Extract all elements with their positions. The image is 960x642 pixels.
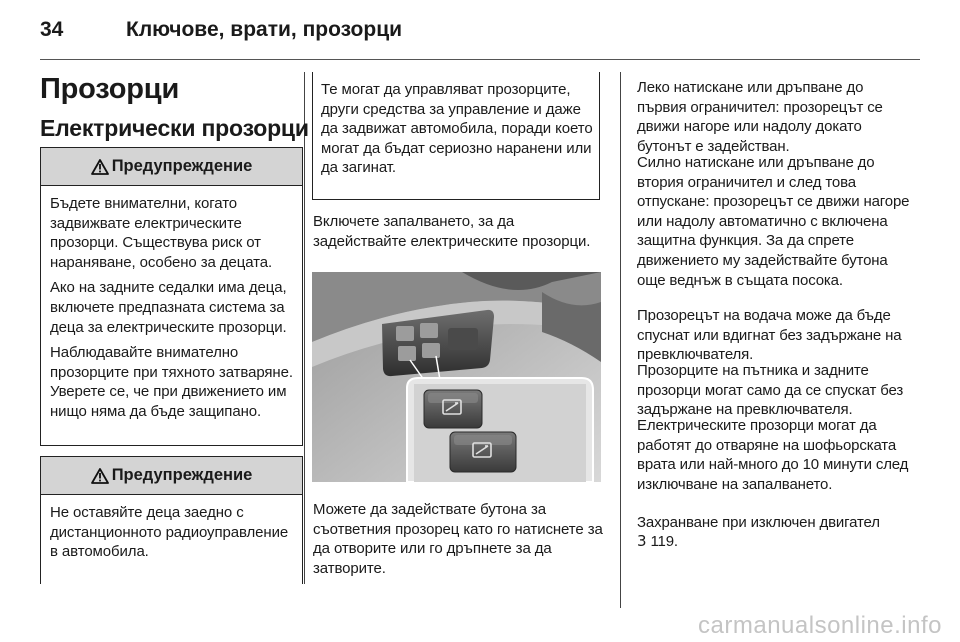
- column-divider-1: [304, 72, 305, 584]
- col3-paragraph: Прозорецът на водача може да бъде спуснат или вдигнат без задържане на превключвателя.: [637, 307, 902, 364]
- page-reference[interactable]: [637, 532, 915, 552]
- warning-paragraph: Бъдете внимателни, когато задвижвате електрическите прозорци. Съществува риск от нараняване, особено за децата.: [50, 195, 273, 271]
- page-reference-icon: 3: [637, 532, 647, 550]
- instruction-paragraph: Включете запалването, за да задействайте електрическите прозорци.: [313, 213, 591, 250]
- col3-paragraph: Електрическите прозорци могат да работят до отваряне на шофьорската врата или най-много до 10 минути след изключване на запалването.: [637, 417, 909, 493]
- warning-paragraph: Наблюдавайте внимателно прозорците при тяхното затваряне. Уверете се, че при движението им нищо няма да бъде защипано.: [50, 344, 293, 420]
- window-switch-photo: [312, 272, 601, 482]
- page-header: [40, 18, 920, 58]
- warning-continuation-text: Те могат да управляват прозорците, други средства за управление и даже да задвижат автомобила, поради което могат да бъдат сериозно наранени или да загинат.: [321, 81, 593, 177]
- warning-body: [41, 186, 302, 422]
- page-number: 34: [40, 18, 64, 41]
- warning-triangle-icon: [91, 468, 109, 484]
- column-divider-2: [620, 72, 621, 608]
- col3-paragraph: Силно натискане или дръпване до втория ограничител и след това отпускане: прозорецът се движи нагоре или надолу автоматично с включена защитна функция. За да спрете движението му задействайте бутона още веднъж в същата посока.: [637, 154, 910, 289]
- col3-paragraph: Леко натискане или дръпване до първия ограничител: прозорецът се движи нагоре или надолу докато бутонът е задействан.: [637, 79, 883, 155]
- page-reference-number: 119.: [650, 533, 678, 550]
- warning-header: [41, 148, 302, 186]
- warning-body: [41, 495, 302, 562]
- warning-paragraph: Не оставяйте деца заедно с дистанционното радиоуправление в автомобила.: [50, 504, 289, 561]
- warning-triangle-icon: [91, 159, 109, 175]
- col3-paragraph: Захранване при изключен двигател: [637, 514, 880, 531]
- warning-paragraph: Ако на задните седалки има деца, включете предпазната система за деца за електрическите прозорци.: [50, 279, 287, 336]
- header-rule: [40, 59, 920, 60]
- col3-paragraph: Прозорците на пътника и задните прозорци могат само да се спускат без задържане на превключвателя.: [637, 362, 904, 419]
- subsection-title: Електрически прозорци: [40, 115, 309, 141]
- warning-continuation-box: [312, 72, 600, 200]
- warning-box-1: [40, 147, 303, 446]
- warning-title: Предупреждение: [111, 466, 253, 484]
- warning-title: Предупреждение: [111, 157, 253, 175]
- warning-header: [41, 457, 302, 495]
- instruction-paragraph: Можете да задействате бутона за съответния прозорец като го натиснете за да отворите или го дръпнете за да затворите.: [313, 501, 603, 577]
- window-switch-illustration: [312, 272, 601, 482]
- warning-box-2: [40, 456, 303, 584]
- running-title: Ключове, врати, прозорци: [126, 18, 403, 41]
- section-title: Прозорци: [40, 73, 180, 105]
- watermark: carmanualsonline.info: [698, 612, 942, 639]
